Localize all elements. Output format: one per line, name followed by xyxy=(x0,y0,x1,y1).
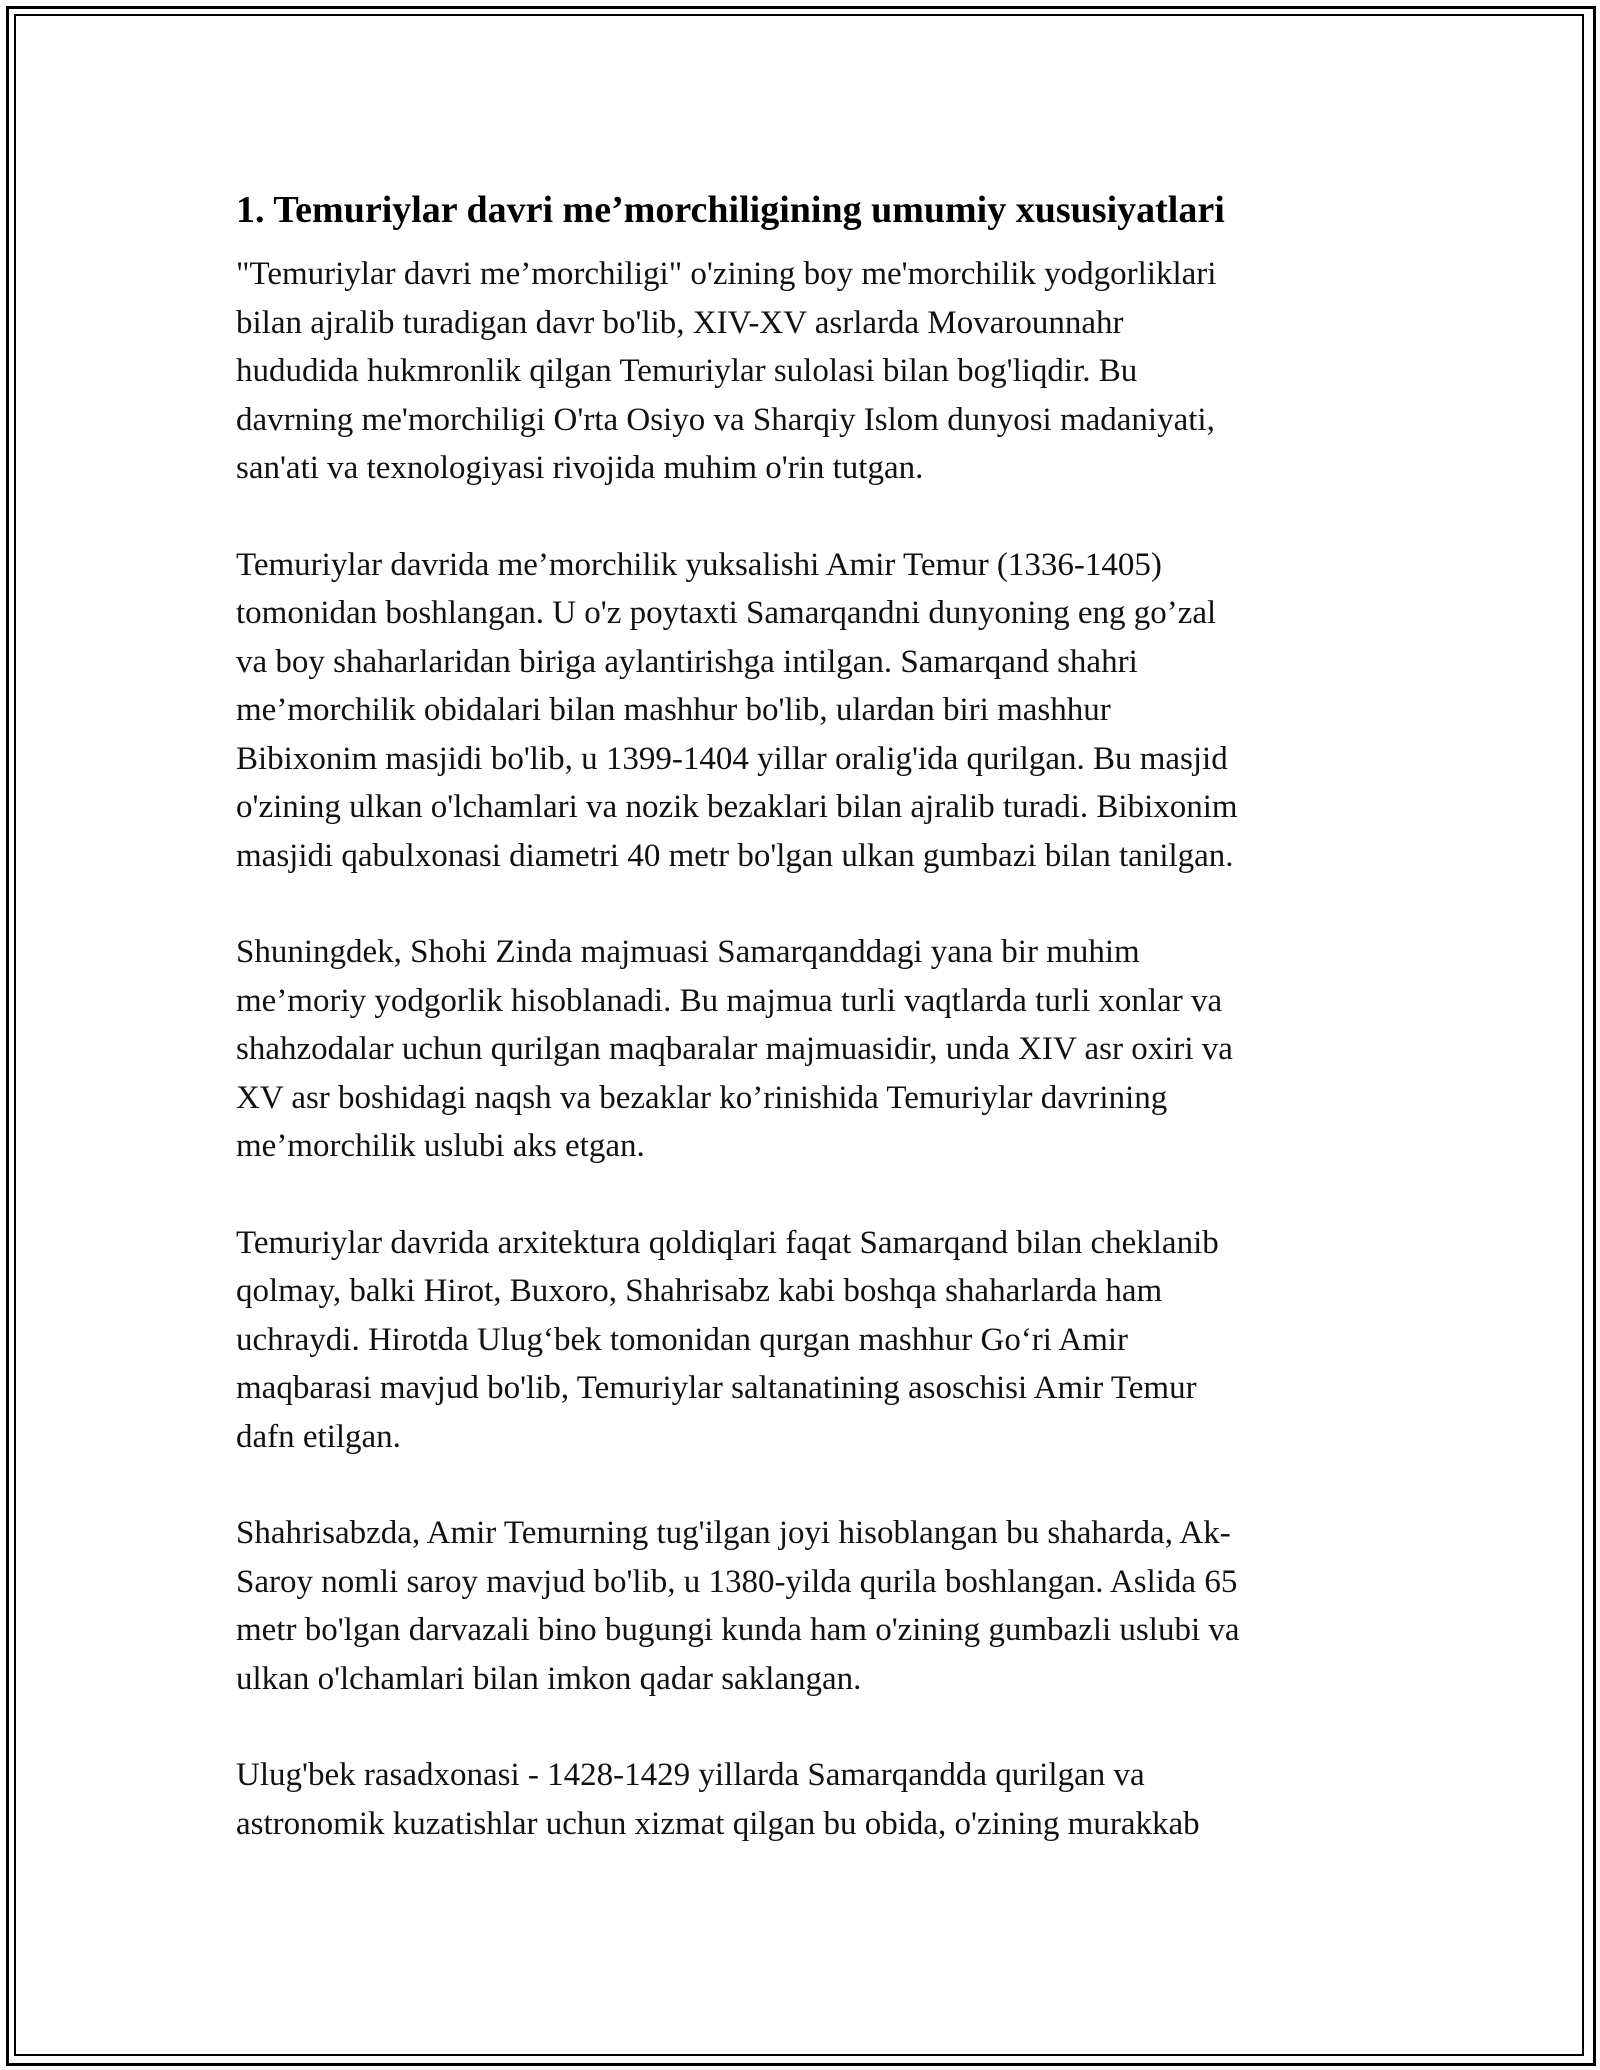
paragraph-line: me’morchilik obidalari bilan mashhur bo'lib, ulardan biri mashhur xyxy=(236,692,1111,728)
paragraph-line: Shuningdek, Shohi Zinda majmuasi Samarqanddagi yana bir muhim xyxy=(236,934,1140,970)
paragraph-line: Shahrisabzda, Amir Temurning tug'ilgan joyi hisoblangan bu shaharda, Ak- xyxy=(236,1515,1231,1551)
paragraph-line: astronomik kuzatishlar uchun xizmat qilgan bu obida, o'zining murakkab xyxy=(236,1805,1200,1842)
paragraph-line: va boy shaharlaridan biriga aylantirishga intilgan. Samarqand shahri xyxy=(236,643,1138,680)
paragraph-line: Ulug'bek rasadxonasi - 1428-1429 yillarda Samarqandda qurilgan va xyxy=(236,1757,1145,1793)
paragraph-line: tomonidan boshlangan. U o'z poytaxti Samarqandni dunyoning eng go’zal xyxy=(236,595,1217,631)
paragraph-line: hududida hukmronlik qilgan Temuriylar sulolasi bilan bog'liqdir. Bu xyxy=(236,353,1138,389)
paragraph-line: shahzodalar uchun qurilgan maqbaralar majmuasidir, unda XIV asr oxiri va xyxy=(236,1031,1233,1067)
paragraph-line: ulkan o'lchamlari bilan imkon qadar saklangan. xyxy=(236,1660,862,1697)
paragraph-2 xyxy=(236,541,1366,881)
paragraph-line: uchraydi. Hirotda Ulug‘bek tomonidan qurgan mashhur Go‘ri Amir xyxy=(236,1321,1129,1358)
paragraph-line: "Temuriylar davri me’morchiligi" o'zining boy me'morchilik yodgorliklari xyxy=(236,256,1217,292)
paragraph-line: Bibixonim masjidi bo'lib, u 1399-1404 yillar oralig'ida qurilgan. Bu masjid xyxy=(236,740,1228,777)
paragraph-3 xyxy=(236,928,1366,1171)
paragraph-line: me’moriy yodgorlik hisoblanadi. Bu majmua turli vaqtlarda turli xonlar va xyxy=(236,982,1223,1019)
paragraph-line: Temuriylar davrida me’morchilik yuksalishi Amir Temur (1336-1405) xyxy=(236,546,1162,583)
paragraph-line: Temuriylar davrida arxitektura qoldiqlari faqat Samarqand bilan cheklanib xyxy=(236,1224,1219,1261)
paragraph-line: Saroy nomli saroy mavjud bo'lib, u 1380-yilda qurila boshlangan. Aslida 65 xyxy=(236,1563,1238,1600)
paragraph-4 xyxy=(236,1219,1366,1462)
paragraph-line: san'ati va texnologiyasi rivojida muhim o'rin tutgan. xyxy=(236,450,924,486)
section-heading: 1. Temuriylar davri me’morchiligining umumiy xususiyatlari xyxy=(236,189,1225,231)
paragraph-line: XV asr boshidagi naqsh va bezaklar ko’rinishida Temuriylar davrining xyxy=(236,1079,1168,1116)
paragraph-6 xyxy=(236,1751,1366,1848)
paragraph-line: bilan ajralib turadigan davr bo'lib, XIV-XV asrlarda Movarounnahr xyxy=(236,304,1124,341)
paragraph-line: maqbarasi mavjud bo'lib, Temuriylar saltanatining asoschisi Amir Temur xyxy=(236,1370,1197,1406)
paragraph-line: davrning me'morchiligi O'rta Osiyo va Sharqiy Islom dunyosi madaniyati, xyxy=(236,401,1215,438)
paragraph-line: dafn etilgan. xyxy=(236,1418,401,1455)
paragraph-line: me’morchilik uslubi aks etgan. xyxy=(236,1128,645,1164)
paragraph-line: o'zining ulkan o'lchamlari va nozik bezaklari bilan ajralib turadi. Bibixonim xyxy=(236,789,1238,825)
paragraph-1 xyxy=(236,250,1366,493)
paragraph-line: qolmay, balki Hirot, Buxoro, Shahrisabz kabi boshqa shaharlarda ham xyxy=(236,1273,1163,1309)
paragraph-5 xyxy=(236,1509,1366,1703)
paragraph-line: masjidi qabulxonasi diametri 40 metr bo'lgan ulkan gumbazi bilan tanilgan. xyxy=(236,837,1234,874)
document-body xyxy=(236,186,1366,1896)
paragraph-line: metr bo'lgan darvazali bino bugungi kunda ham o'zining gumbazli uslubi va xyxy=(236,1612,1240,1648)
